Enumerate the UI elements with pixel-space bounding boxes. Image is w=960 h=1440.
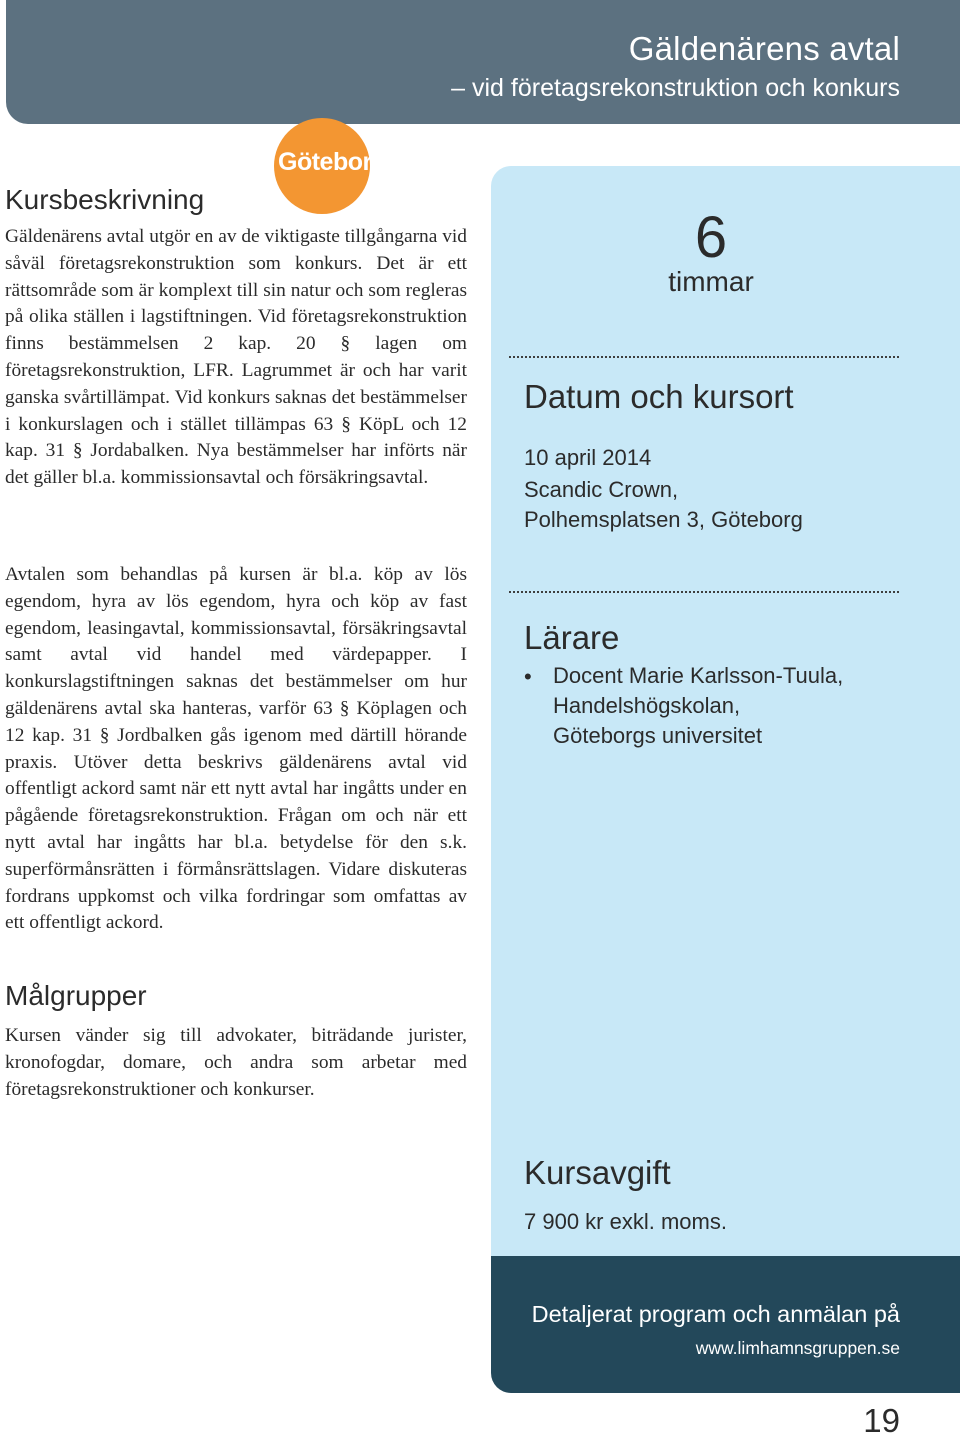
course-address: Polhemsplatsen 3, Göteborg xyxy=(524,507,803,532)
course-date: 10 april 2014 xyxy=(524,445,652,470)
hours-number: 6 xyxy=(694,205,728,270)
footer-text: Detaljerat program och anmälan på xyxy=(531,1301,900,1327)
fee-heading: Kursavgift xyxy=(524,1154,671,1191)
course-subtitle: – vid företagsrekonstruktion och konkurs xyxy=(451,74,900,102)
footer-link[interactable]: www.limhamnsgruppen.se xyxy=(695,1338,900,1358)
course-venue: Scandic Crown, xyxy=(524,477,679,502)
divider xyxy=(509,591,899,593)
hours-unit: timmar xyxy=(668,266,754,297)
fee-amount: 7 900 kr exkl. moms. xyxy=(524,1209,727,1234)
divider xyxy=(509,356,899,358)
page-number: 19 xyxy=(863,1402,900,1439)
date-heading: Datum och kursort xyxy=(524,378,794,415)
teacher-info xyxy=(553,661,843,751)
teacher-name: Docent Marie Karlsson-Tuula, xyxy=(553,663,844,688)
footer-banner xyxy=(491,1256,960,1393)
description-paragraph-2: Avtalen som behandlas på kursen är bl.a. köp av lös egendom, hyra av lös egendom, hyra och köp av fast egendom, leasingavtal, kommissionsavtal, försäkringsavtal samt avtal vid handel med värdepapper. I konkurslagstiftningen saknas det bestämmelser om hur gäldenärens avtal ska hanteras, varför 63 § Köplagen och 12 kap. 31 § Jordbalken gås igenom med därtill hörande praxis. Utöver detta beskrivs gäldenärens avtal vid offentligt ackord samt när ett nytt avtal har ingåtts under en pågående företagsrekonstruktion. Frågan om och när ett nytt avtal har ingåtts har bl.a. betydelse för den s.k. superförmånsrätten i förmånsrättslagen. Vidare diskuteras fordrans uppkomst och vilka fordringar som omfattas av ett offentligt ackord. xyxy=(5,564,467,934)
city-badge xyxy=(274,118,387,214)
info-sidebar xyxy=(491,166,960,1256)
bullet-icon: • xyxy=(524,664,532,689)
target-paragraph: Kursen vänder sig till advokater, biträdande jurister, kronofogdar, domare, och andra som arbetar med företagsrekonstruktioner och konkurser. xyxy=(5,1025,467,1100)
teacher-school: Handelshögskolan, xyxy=(553,693,741,718)
target-heading: Målgrupper xyxy=(5,980,147,1011)
badge-label: Göteborg xyxy=(278,148,387,176)
description-heading: Kursbeskrivning xyxy=(5,184,205,215)
description-paragraph-1: Gäldenärens avtal utgör en av de viktigaste tillgångarna vid såväl företagsrekonstruktion som konkurs. Det är ett rättsområde som är komplext till sin natur och som regleras på olika ställen i lagstiftningen. Vid företagsrekonstruktion finns bestämmelsen 2 kap. 20 § lagen om företagsrekonstruktion, LFR. Lagrummet är och har varit ganska svårtillämpat. Vid konkurs saknas det bestämmelser i konkurslagen och i stället tillämpas 63 § KöpL och 12 kap. 31 § Jordabalken. Nya bestämmelser har införts när det gäller bl.a. kommissionsavtal och försäkringsavtal. xyxy=(5,226,467,489)
teacher-university: Göteborgs universitet xyxy=(553,723,763,748)
teacher-heading: Lärare xyxy=(524,619,620,656)
course-title: Gäldenärens avtal xyxy=(628,30,900,67)
header-banner xyxy=(6,0,960,124)
